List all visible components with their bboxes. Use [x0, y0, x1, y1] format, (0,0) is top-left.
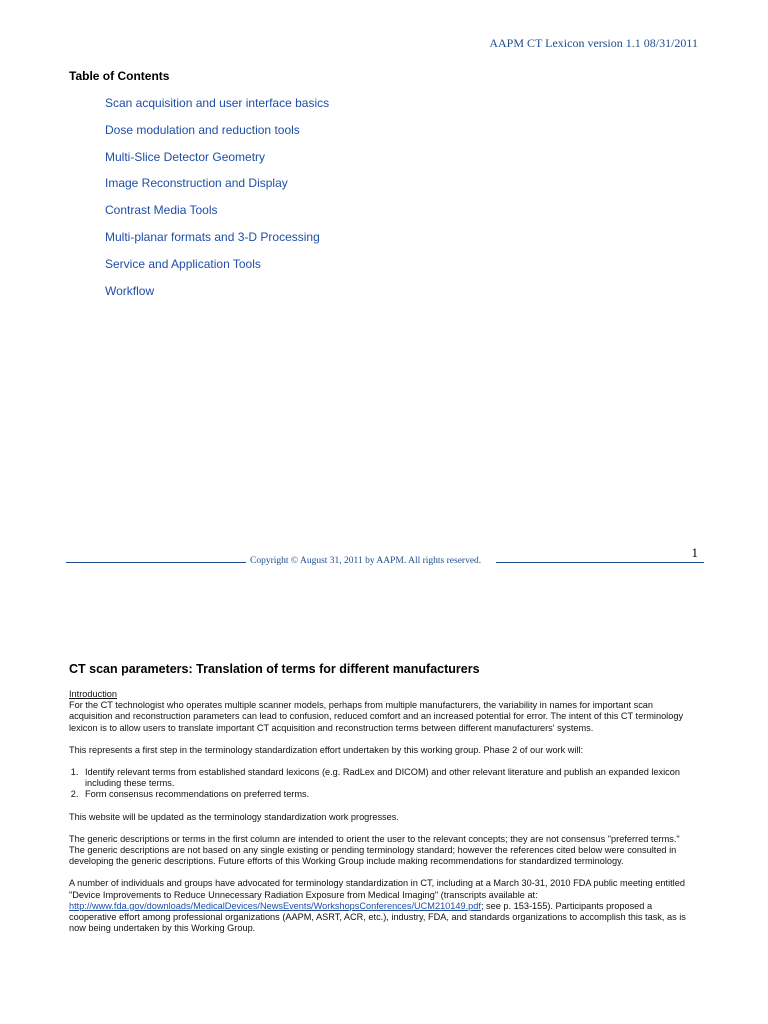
- section-title: CT scan parameters: Translation of terms for different manufacturers: [69, 662, 480, 676]
- toc-link-contrast-media[interactable]: Contrast Media Tools: [105, 203, 218, 218]
- phase-list-item: 2. Form consensus recommendations on preferred terms.: [81, 789, 694, 800]
- intro-text: For the CT technologist who operates multiple scanner models, perhaps from multiple manufacturers, the variability in names for important scan acquisition and reconstruction parameters can lead to confusion, reduced comfort and an increased potential for error. The intent of this CT terminology lexicon is to allow users to translate important CT acquisition and reconstruction terms between different manufacturers' systems.: [69, 700, 684, 733]
- update-paragraph: This website will be updated as the terminology standardization work progresses.: [69, 811, 399, 822]
- toc-link-workflow[interactable]: Workflow: [105, 283, 155, 298]
- toc-link-detector-geometry[interactable]: Multi-Slice Detector Geometry: [105, 149, 266, 164]
- intro-paragraph: [69, 689, 694, 734]
- copyright-notice: Copyright © August 31, 2011 by AAPM. All rights reserved.: [250, 556, 482, 566]
- toc-title: Table of Contents: [69, 69, 170, 83]
- advocacy-text-end: ; see p. 153-155). Participants proposed a cooperative effort among professional organizations (AAPM, ASRT, ACR, etc.), industry, FDA, and standards organizations to accomplish this task, as is now being undertaken by this Working Group.: [69, 900, 686, 934]
- version-header: AAPM CT Lexicon version 1.1 08/31/2011: [489, 36, 698, 50]
- toc-link-multi-planar[interactable]: Multi-planar formats and 3-D Processing: [105, 229, 320, 244]
- page-number: 1: [691, 545, 698, 560]
- toc-link-image-reconstruction[interactable]: Image Reconstruction and Display: [105, 176, 288, 191]
- phase-list: [69, 767, 694, 801]
- footer-divider-left: [66, 562, 246, 563]
- footer-divider-right: [496, 562, 704, 563]
- section-body: [69, 689, 694, 945]
- toc-link-scan-acquisition[interactable]: Scan acquisition and user interface basics: [105, 96, 330, 110]
- phase-list-item: 1. Identify relevant terms from established standard lexicons (e.g. RadLex and DICOM) and other relevant literature and publish an expanded lexicon including these terms.: [81, 767, 694, 789]
- generic-paragraph: The generic descriptions or terms in the first column are intended to orient the user to the relevant concepts; they are not consensus "preferred terms." The generic descriptions are not based on any single existing or pending terminology standard; however the references cited below were consulted in developing the generic descriptions. Future efforts of this Working Group include making recommendations for standardized terminology.: [69, 833, 680, 867]
- toc-link-service-application[interactable]: Service and Application Tools: [105, 256, 261, 271]
- advocacy-paragraph: [69, 878, 694, 934]
- toc-list: [105, 96, 329, 310]
- fda-transcript-link[interactable]: http://www.fda.gov/downloads/MedicalDevices/NewsEvents/WorkshopsConferences/UCM210149.pdf: [69, 900, 481, 911]
- phase-paragraph: This represents a first step in the terminology standardization effort undertaken by this working group. Phase 2 of our work will:: [69, 744, 584, 755]
- advocacy-text-start: A number of individuals and groups have advocated for terminology standardization in CT, including at a March 30-31, 2010 FDA public meeting entitled "Device Improvements to Reduce Unnecessary Radiation Exposure from Medical Imaging" (transcripts available at:: [69, 878, 685, 900]
- toc-link-dose-modulation[interactable]: Dose modulation and reduction tools: [105, 122, 300, 137]
- intro-heading: Introduction: [69, 689, 118, 699]
